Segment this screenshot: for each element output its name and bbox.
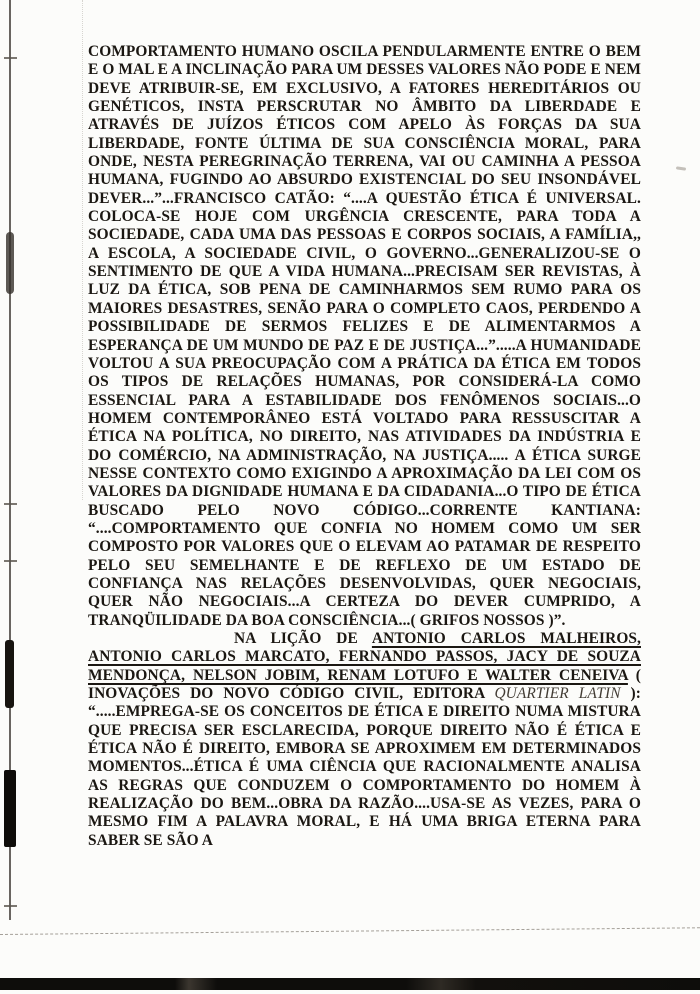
publisher-name-italic: QUARTIER LATIN — [494, 685, 621, 703]
scan-left-edge-blob — [6, 232, 14, 294]
lead-text: NA LIÇÃO DE — [234, 630, 372, 647]
scan-bottom-black-bar — [0, 978, 700, 990]
scan-edge-tick — [4, 57, 17, 59]
page-edge-dashed-line — [0, 927, 700, 935]
paragraph-authors-lesson — [88, 630, 641, 850]
scan-fold-line — [82, 0, 83, 500]
scan-edge-tick — [4, 560, 17, 562]
scan-left-edge-blob — [5, 640, 14, 708]
scan-left-edge-blob — [4, 770, 16, 847]
book-reference-text: ( INOVAÇÕES DO NOVO CÓDIGO CIVIL, EDITORA — [88, 666, 641, 703]
document-text — [88, 43, 641, 850]
closing-quote-text: ): “.....EMPREGA-SE OS CONCEITOS DE ÉTICA E DIREITO NUMA MISTURA QUE PRECISA SER ESCLARECIDA, PORQUE DIREITO NÃO É ÉTICA E ÉTICA NÃO É DIREITO, EMBORA SE APROXIMEM EM DETERMINADOS MOMENTOS...ÉTICA É UMA CIÊNCIA QUE RACIONALMENTE ANALISA AS REGRAS QUE CONDUZEM O COMPORTAMENTO DO HOMEM À REALIZAÇÃO DO BEM...OBRA DA RAZÃO....USA-SE AS VEZES, PARA O MESMO FIM A PALAVRA MORAL, E HÁ UMA BRIGA ETERNA PARA SABER SE SÃO A — [88, 685, 641, 849]
scan-edge-tick — [4, 905, 17, 907]
scan-smudge — [676, 166, 686, 170]
underlined-author-names: ANTONIO CARLOS MALHEIROS, ANTONIO CARLOS MARCATO, FERNANDO PASSOS, JACY DE SOUZA MENDONÇA, NELSON JOBIM, RENAM LOTUFO E WALTER CENEIVA — [88, 630, 641, 684]
paragraph-ethics-quote: COMPORTAMENTO HUMANO OSCILA PENDULARMENTE ENTRE O BEM E O MAL E A INCLINAÇÃO PARA UM DESSES VALORES NÃO PODE E NEM DEVE ATRIBUIR-SE, EM EXCLUSIVO, A FATORES HEREDITÁRIOS OU GENÉTICOS, INSTA PERSCRUTAR NO ÂMBITO DA LIBERDADE E ATRAVÉS DE JUÍZOS ÉTICOS COM APELO ÀS FORÇAS DA SUA LIBERDADE, FONTE ÚLTIMA DE SUA CONSCIÊNCIA MORAL, PARA ONDE, NESTA PEREGRINAÇÃO TERRENA, VAI OU CAMINHA A PESSOA HUMANA, FUGINDO AO ABSURDO EXISTENCIAL DO SEU INSONDÁVEL DEVER...”...FRANCISCO CATÃO: “....A QUESTÃO ÉTICA É UNIVERSAL. COLOCA-SE HOJE COM URGÊNCIA CRESCENTE, PARA TODA A SOCIEDADE, CADA UMA DAS PESSOAS E CORPOS SOCIAIS, A FAMÍLIA,, A ESCOLA, A SOCIEDADE CIVIL, O GOVERNO...GENERALIZOU-SE O SENTIMENTO DE QUE A VIDA HUMANA...PRECISAM SER REVISTAS, À LUZ DA ÉTICA, SOB PENA DE CAMINHARMOS SEM RUMO PARA OS MAIORES DESASTRES, SENÃO PARA O COMPLETO CAOS, PERDENDO A POSSIBILIDADE DE SERMOS FELIZES E DE ALIMENTARMOS A ESPERANÇA DE UM MUNDO DE PAZ E DE JUSTIÇA...”.....A HUMANIDADE VOLTOU A SUA PREOCUPAÇÃO COM A PRÁTICA DA ÉTICA EM TODOS OS TIPOS DE RELAÇÕES HUMANAS, POR CONSIDERÁ-LA COMO ESSENCIAL PARA A ESTABILIDADE DOS FENÔMENOS SOCIAIS...O HOMEM CONTEMPORÂNEO ESTÁ VOLTADO PARA RESSUSCITAR A ÉTICA NA POLÍTICA, NO DIREITO, NAS ATIVIDADES DA INDÚSTRIA E DO COMÉRCIO, NA ADMINISTRAÇÃO, NA JUSTIÇA..... A ÉTICA SURGE NESSE CONTEXTO COMO EXIGINDO A APROXIMAÇÃO DA LEI COM OS VALORES DA DIGNIDADE HUMANA E DA CIDADANIA...O TIPO DE ÉTICA BUSCADO PELO NOVO CÓDIGO...CORRENTE KANTIANA: “....COMPORTAMENTO QUE CONFIA NO HOMEM COMO UM SER COMPOSTO POR VALORES QUE O ELEVAM AO PATAMAR DE RESPEITO PELO SEU SEMELHANTE E DE REFLEXO DE UM ESTADO DE CONFIANÇA NAS RELAÇÕES DESENVOLVIDAS, QUER NEGOCIAIS, QUER NÃO NEGOCIAIS...A CERTEZA DO DEVER CUMPRIDO, A TRANQÜILIDADE DA BOA CONSCIÊNCIA...( GRIFOS NOSSOS )”. — [88, 43, 641, 629]
scan-edge-tick — [4, 503, 17, 505]
